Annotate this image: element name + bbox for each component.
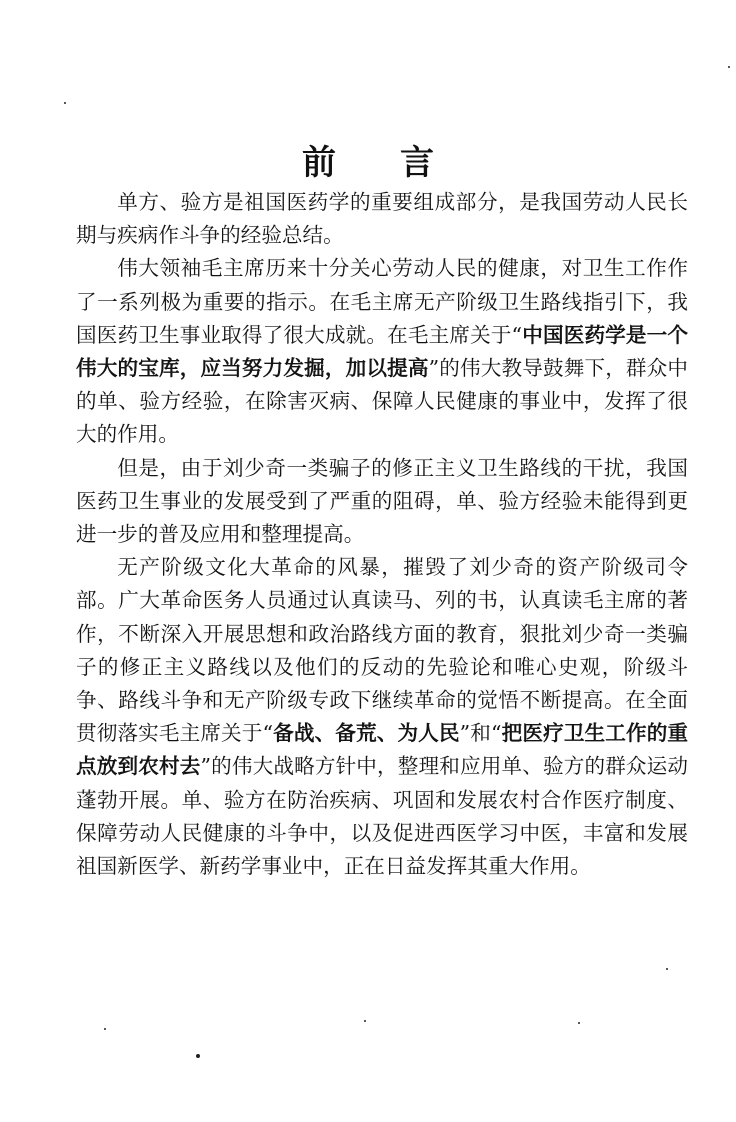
para-4-text-c: ”的伟大战略方针中，整理和应用单、验方的群众运动蓬勃开展。单、验方在防治疾病、巩固和发展农村合作医疗制度、保障劳动人民健康的斗争中，以及促进西医学习中医，丰富和发展祖国新医学、新药学事业中，正在日益发挥其重大作用。: [76, 754, 689, 879]
paragraph-2: [76, 252, 688, 451]
quotation-emphasis: 把医疗卫生工作的重点放到农村去: [76, 721, 689, 779]
title-char-right: 言: [400, 142, 434, 183]
paragraph-3: [76, 452, 688, 552]
quotation-emphasis: 中国医药学是一个伟大的宝库，应当努力发掘，加以提高: [76, 322, 688, 381]
quotation-emphasis: 备战、备荒、为人民: [273, 721, 460, 746]
page-title: [0, 141, 736, 185]
paragraph-4: [76, 551, 688, 883]
paragraph-1: [76, 186, 688, 252]
scan-speck: [64, 102, 66, 104]
para-1-text: 单方、验方是祖国医药学的重要组成部分，是我国劳动人民长期与疾病作斗争的经验总结。: [76, 190, 688, 248]
para-4-text-a: 无产阶级文化大革命的风暴，摧毁了刘少奇的资产阶级司令部。广大革命医务人员通过认真读马、列的书，认真读毛主席的著作，不断深入开展思想和政治路线方面的教育，狠批刘少奇一类骗子的修正主义路线以及他们的反动的先验论和唯心史观，阶级斗争、路线斗争和无产阶级专政下继续革命的觉悟不断提高。在全面贯彻落实毛主席关于“: [76, 555, 688, 746]
scan-speck: [666, 968, 668, 970]
scan-speck: [364, 1020, 366, 1022]
scan-speck: [578, 1022, 580, 1024]
preface-body: [76, 186, 688, 883]
para-4-text-b: ”和“: [459, 721, 502, 746]
scan-speck: [104, 1028, 106, 1030]
title-char-left: 前: [302, 142, 336, 183]
para-2-text-a: 伟大领袖毛主席历来十分关心劳动人民的健康，对卫生工作作了一系列极为重要的指示。在毛主席无产阶级卫生路线指引下，我国医药卫生事业取得了很大成就。在毛主席关于“: [76, 256, 688, 347]
scan-speck: [728, 66, 730, 68]
para-2-text-b: ”的伟大教导鼓舞下，群众中的单、验方经验，在除害灭病、保障人民健康的事业中，发挥了很大的作用。: [76, 356, 689, 447]
scan-speck: [196, 1054, 200, 1058]
para-3-text: 但是，由于刘少奇一类骗子的修正主义卫生路线的干扰，我国医药卫生事业的发展受到了严重的阻碍，单、验方经验未能得到更进一步的普及应用和整理提高。: [76, 455, 688, 547]
